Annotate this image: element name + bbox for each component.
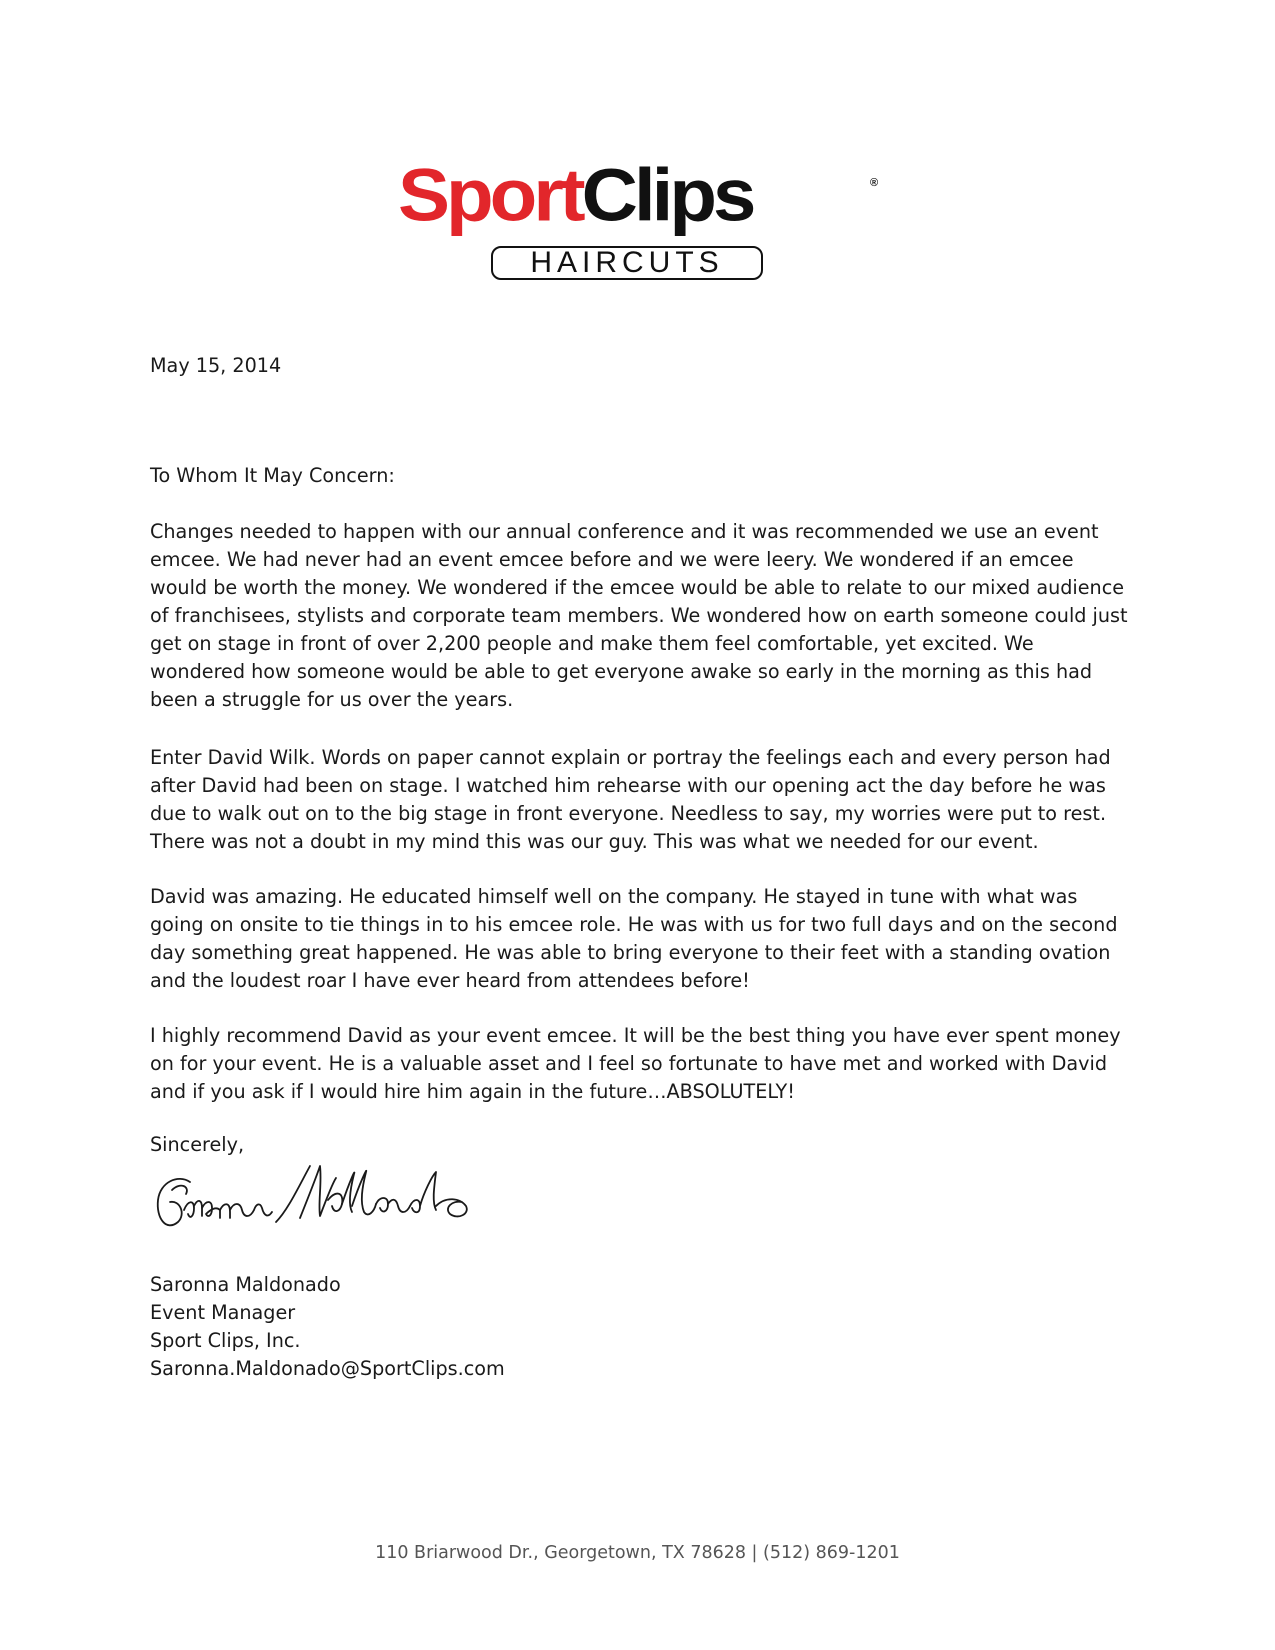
letter-date: May 15, 2014	[150, 354, 282, 377]
handwritten-signature	[150, 1160, 550, 1250]
sport-clips-logo	[398, 153, 880, 288]
letter-paragraph-1: Changes needed to happen with our annual conference and it was recommended we use an event emcee. We had never had an event emcee before and we were leery. We wondered if an emcee would be worth the money. We wondered if the emcee would be able to relate to our mixed audience of franchisees, stylists and corporate team members. We wondered how on earth someone could just get on stage in front of over 2,200 people and make them feel comfortable, yet excited. We wondered how someone would be able to get everyone awake so early in the morning as this had been a struggle for us over the years.	[150, 520, 1128, 711]
logo-haircuts-badge: HAIRCUTS	[491, 246, 763, 280]
signer-company: Sport Clips, Inc.	[150, 1329, 301, 1352]
logo-word-sport: Sport	[398, 153, 582, 237]
letter-paragraph-2: Enter David Wilk. Words on paper cannot explain or portray the feelings each and every person had after David had been on stage. I watched him rehearse with our opening act the day before he was due to walk out on to the big stage in front everyone. Needless to say, my worries were put to rest. There was not a doubt in my mind this was our guy. This was what we needed for our event.	[150, 746, 1111, 853]
letter-paragraph-3: David was amazing. He educated himself well on the company. He stayed in tune with what was going on onsite to tie things in to his emcee role. He was with us for two full days and on the second day something great happened. He was able to bring everyone to their feet with a standing ovation and the loudest roar I have ever heard from attendees before!	[150, 885, 1118, 992]
letter-closing: Sincerely,	[150, 1133, 245, 1156]
signer-email: Saronna.Maldonado@SportClips.com	[150, 1357, 505, 1380]
signer-name: Saronna Maldonado	[150, 1273, 341, 1296]
footer-address: 110 Briarwood Dr., Georgetown, TX 78628 | (512) 869-1201	[375, 1543, 900, 1563]
logo-word-clips: Clips	[581, 153, 753, 237]
letter-salutation: To Whom It May Concern:	[150, 464, 395, 487]
logo-wordmark	[398, 153, 753, 237]
signer-title: Event Manager	[150, 1301, 296, 1324]
registered-mark: ®	[870, 177, 879, 189]
signer-block	[150, 1271, 1130, 1383]
letter-paragraph-4: I highly recommend David as your event emcee. It will be the best thing you have ever spent money on for your event. He is a valuable asset and I feel so fortunate to have met and worked with David and if you ask if I would hire him again in the future…ABSOLUTELY!	[150, 1024, 1121, 1103]
